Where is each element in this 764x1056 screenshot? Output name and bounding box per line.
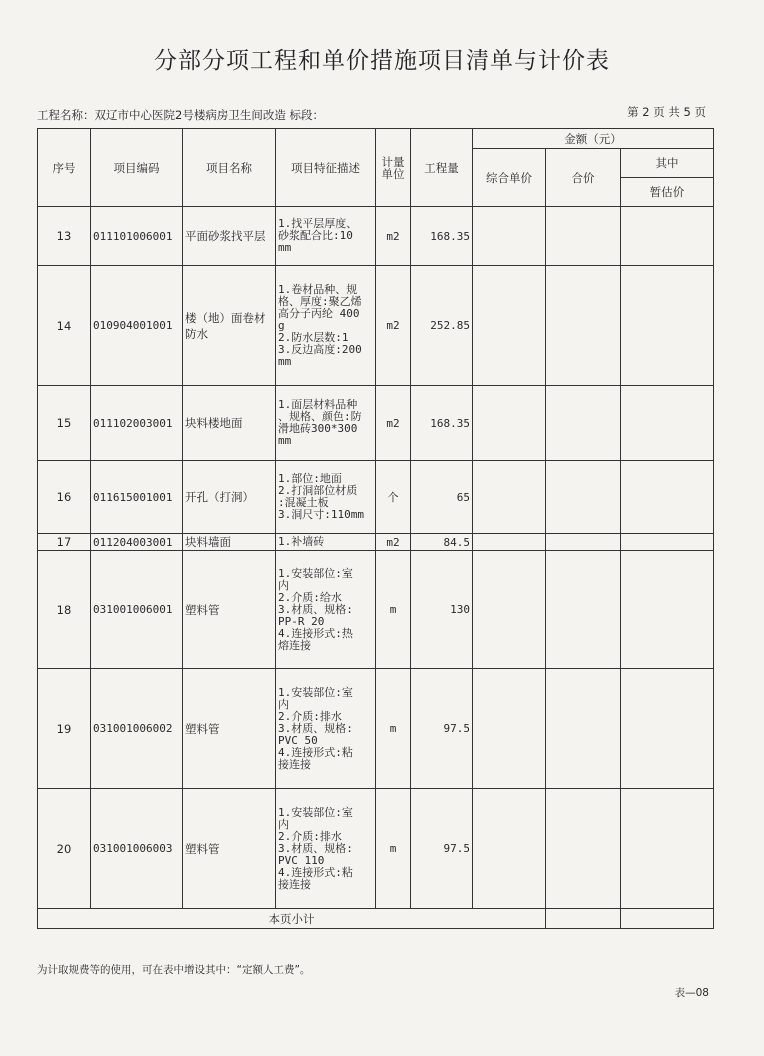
item-quantity: 84.5 [411, 534, 473, 551]
item-code: 031001006001 [91, 551, 183, 669]
item-quantity: 252.85 [411, 266, 473, 386]
header-desc: 项目特征描述 [276, 129, 376, 207]
item-code: 010904001001 [91, 266, 183, 386]
header-code: 项目编码 [91, 129, 183, 207]
table-row [38, 386, 714, 461]
item-description: 1.找平层厚度、 砂浆配合比:10 mm [276, 207, 376, 266]
item-code: 011204003001 [91, 534, 183, 551]
page-title: 分部分项工程和单价措施项目清单与计价表 [154, 48, 610, 74]
header-name: 项目名称 [183, 129, 276, 207]
provisional-price [621, 461, 714, 534]
table-row [38, 669, 714, 789]
header-provisional: 暂估价 [621, 178, 714, 207]
item-code: 011615001001 [91, 461, 183, 534]
table-row [38, 789, 714, 909]
item-description: 1.安装部位:室 内 2.介质:给水 3.材质、规格: PP-R 20 4.连接形式:热 熔连接 [276, 551, 376, 669]
total-price [546, 669, 621, 789]
row-no: 16 [38, 461, 91, 534]
total-price [546, 386, 621, 461]
table-row [38, 534, 714, 551]
item-description: 1.安装部位:室 内 2.介质:排水 3.材质、规格: PVC 110 4.连接形式:粘 接连接 [276, 789, 376, 909]
item-quantity: 97.5 [411, 789, 473, 909]
unit-price [473, 551, 546, 669]
total-price [546, 789, 621, 909]
header-qty: 工程量 [411, 129, 473, 207]
unit-price [473, 669, 546, 789]
unit-price [473, 461, 546, 534]
item-description: 1.面层材料品种 、规格、颜色:防 滑地砖300*300 mm [276, 386, 376, 461]
item-code: 031001006002 [91, 669, 183, 789]
item-name: 平面砂浆找平层 [183, 207, 276, 266]
table-row [38, 266, 714, 386]
page-number: 第 2 页 共 5 页 [627, 105, 706, 119]
total-price [546, 266, 621, 386]
item-code: 011101006001 [91, 207, 183, 266]
item-unit: 个 [376, 461, 411, 534]
item-description: 1.卷材品种、规 格、厚度:聚乙烯 高分子丙纶 400 g 2.防水层数:1 3.反边高度:200 mm [276, 266, 376, 386]
subtotal-total [546, 909, 621, 929]
header-total: 合价 [546, 149, 621, 207]
item-name: 开孔（打洞） [183, 461, 276, 534]
item-quantity: 97.5 [411, 669, 473, 789]
row-no: 17 [38, 534, 91, 551]
unit-price [473, 386, 546, 461]
table-row [38, 551, 714, 669]
total-price [546, 461, 621, 534]
total-price [546, 551, 621, 669]
provisional-price [621, 207, 714, 266]
item-unit: m [376, 669, 411, 789]
header-unit: 计量 单位 [376, 129, 411, 207]
unit-price [473, 207, 546, 266]
item-unit: m2 [376, 534, 411, 551]
project-name: 工程名称：双辽市中心医院2号楼病房卫生间改造 标段： [37, 108, 324, 122]
provisional-price [621, 266, 714, 386]
item-unit: m2 [376, 207, 411, 266]
form-number: 表—08 [674, 987, 709, 999]
header-no: 序号 [38, 129, 91, 207]
item-name: 楼（地）面卷材防水 [183, 266, 276, 386]
total-price [546, 207, 621, 266]
item-name: 塑料管 [183, 551, 276, 669]
item-name: 块料楼地面 [183, 386, 276, 461]
row-no: 19 [38, 669, 91, 789]
item-description: 1.补墙砖 [276, 534, 376, 551]
provisional-price [621, 789, 714, 909]
table-row [38, 207, 714, 266]
row-no: 15 [38, 386, 91, 461]
item-name: 塑料管 [183, 789, 276, 909]
row-no: 14 [38, 266, 91, 386]
item-name: 塑料管 [183, 669, 276, 789]
item-quantity: 130 [411, 551, 473, 669]
item-unit: m2 [376, 386, 411, 461]
provisional-price [621, 534, 714, 551]
item-quantity: 168.35 [411, 207, 473, 266]
subtotal-provisional [621, 909, 714, 929]
item-code: 011102003001 [91, 386, 183, 461]
bill-table [37, 128, 714, 929]
item-unit: m [376, 789, 411, 909]
total-price [546, 534, 621, 551]
footnote: 为计取规费等的使用，可在表中增设其中：“定额人工费”。 [37, 964, 311, 976]
unit-price [473, 534, 546, 551]
subtotal-label: 本页小计 [38, 909, 546, 929]
header-of-which: 其中 [621, 149, 714, 178]
row-no: 18 [38, 551, 91, 669]
item-name: 块料墙面 [183, 534, 276, 551]
provisional-price [621, 386, 714, 461]
item-description: 1.部位:地面 2.打洞部位材质 :混凝土板 3.洞尺寸:110mm [276, 461, 376, 534]
unit-price [473, 789, 546, 909]
header-amount: 金额（元） [473, 129, 714, 149]
item-unit: m [376, 551, 411, 669]
item-description: 1.安装部位:室 内 2.介质:排水 3.材质、规格: PVC 50 4.连接形式:粘 接连接 [276, 669, 376, 789]
item-quantity: 65 [411, 461, 473, 534]
table-row [38, 461, 714, 534]
header-unit-price: 综合单价 [473, 149, 546, 207]
item-quantity: 168.35 [411, 386, 473, 461]
provisional-price [621, 669, 714, 789]
row-no: 20 [38, 789, 91, 909]
unit-price [473, 266, 546, 386]
provisional-price [621, 551, 714, 669]
item-code: 031001006003 [91, 789, 183, 909]
row-no: 13 [38, 207, 91, 266]
item-unit: m2 [376, 266, 411, 386]
